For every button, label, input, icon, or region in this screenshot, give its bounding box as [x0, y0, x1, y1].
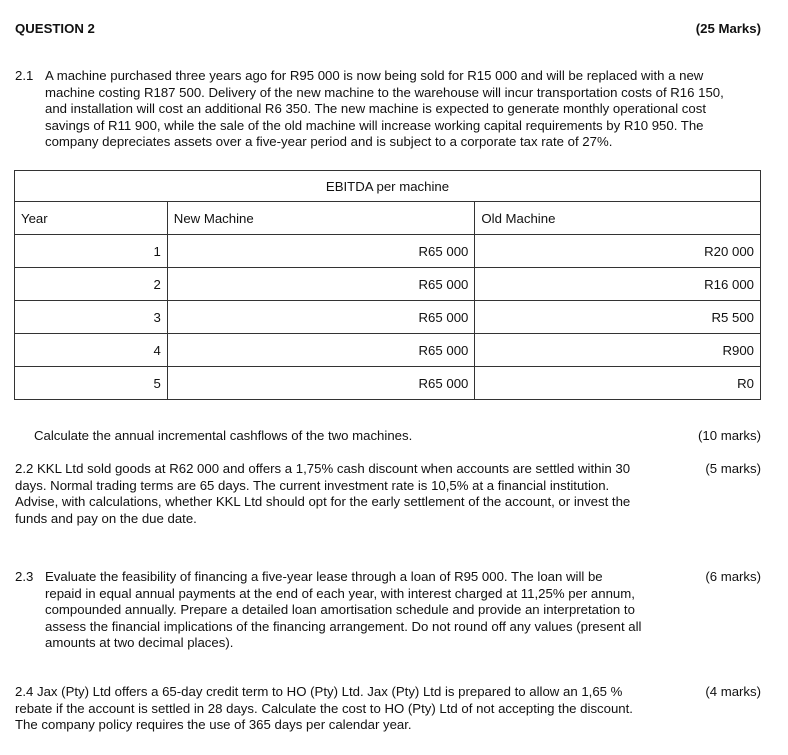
cell-year: 5: [15, 367, 168, 400]
cell-new: R65 000: [167, 301, 475, 334]
q23-number: 2.3: [15, 569, 34, 584]
q22-line: 2.2 KKL Ltd sold goods at R62 000 and offers a 1,75% cash discount when accounts are settled within 30: [15, 461, 631, 476]
cell-new: R65 000: [167, 235, 475, 268]
header-old-machine: Old Machine: [475, 202, 761, 235]
cell-old: R5 500: [475, 301, 761, 334]
q23-line: repaid in equal annual payments at the end of each year, with interest charged at 11,25% per annum,: [45, 585, 635, 601]
table-row: [15, 301, 761, 334]
q21-line: savings of R11 900, while the sale of the old machine will increase working capital requirements by R10 950. The: [45, 117, 704, 133]
q24-line: The company policy requires the use of 365 days per calendar year.: [15, 717, 412, 732]
q23-line: compounded annually. Prepare a detailed loan amortisation schedule and provide an interpretation to: [45, 602, 635, 617]
q21-line: and installation will cost an additional R6 350. The new machine is expected to generate monthly operational cost: [45, 101, 706, 116]
cell-new: R65 000: [167, 334, 475, 367]
cell-old: R0: [475, 367, 761, 400]
cell-old: R900: [475, 334, 761, 367]
cell-year: 1: [15, 235, 168, 268]
table-row: [15, 235, 761, 268]
q21-instruction: Calculate the annual incremental cashflows of the two machines.: [34, 428, 413, 443]
q23-line: assess the financial implications of the financing arrangement. Do not round off any values (present all: [45, 618, 642, 634]
question-title: QUESTION 2: [15, 21, 95, 36]
cell-new: R65 000: [167, 367, 475, 400]
q24-line: 2.4 Jax (Pty) Ltd offers a 65-day credit term to HO (Pty) Ltd. Jax (Pty) Ltd is prepared to allow an 1,65 %: [15, 684, 623, 699]
q21-text: [45, 68, 761, 151]
q23-text: [45, 569, 685, 652]
header-new-machine: New Machine: [167, 202, 475, 235]
cell-new: R65 000: [167, 268, 475, 301]
q24-line: rebate if the account is settled in 28 days. Calculate the cost to HO (Pty) Ltd of not accepting the discount.: [15, 700, 633, 716]
table-caption: EBITDA per machine: [15, 171, 761, 202]
q23-line: Evaluate the feasibility of financing a five-year lease through a loan of R95 000. The loan will be: [45, 569, 603, 584]
header-year: Year: [15, 202, 168, 235]
q23-marks: (6 marks): [705, 569, 761, 584]
q21-number: 2.1: [15, 68, 34, 83]
cell-year: 4: [15, 334, 168, 367]
table-row: [15, 334, 761, 367]
q21-line: machine costing R187 500. Delivery of the new machine to the warehouse will incur transportation costs of R16 150,: [45, 84, 724, 100]
q22-line: Advise, with calculations, whether KKL Ltd should opt for the early settlement of the account, or invest the: [15, 494, 631, 509]
table-row: [15, 367, 761, 400]
question-total-marks: (25 Marks): [695, 21, 761, 36]
cell-old: R20 000: [475, 235, 761, 268]
q22-line: funds and pay on the due date.: [15, 510, 197, 526]
q22-marks: (5 marks): [705, 461, 761, 476]
q23-line: amounts at two decimal places).: [45, 635, 234, 650]
table-row: [15, 268, 761, 301]
q24-marks: (4 marks): [705, 684, 761, 699]
ebitda-table: [14, 170, 761, 400]
q21-line: company depreciates assets over a five-year period and is subject to a corporate tax rate of 27%.: [45, 134, 613, 149]
q22-line: days. Normal trading terms are 65 days. The current investment rate is 10,5% at a financial institution.: [15, 477, 610, 493]
q22-text: [15, 461, 685, 527]
cell-old: R16 000: [475, 268, 761, 301]
q21-line: A machine purchased three years ago for R95 000 is now being sold for R15 000 and will be replaced with a new: [45, 68, 704, 83]
cell-year: 2: [15, 268, 168, 301]
cell-year: 3: [15, 301, 168, 334]
q24-text: [15, 684, 685, 734]
q21-marks: (10 marks): [697, 428, 761, 443]
